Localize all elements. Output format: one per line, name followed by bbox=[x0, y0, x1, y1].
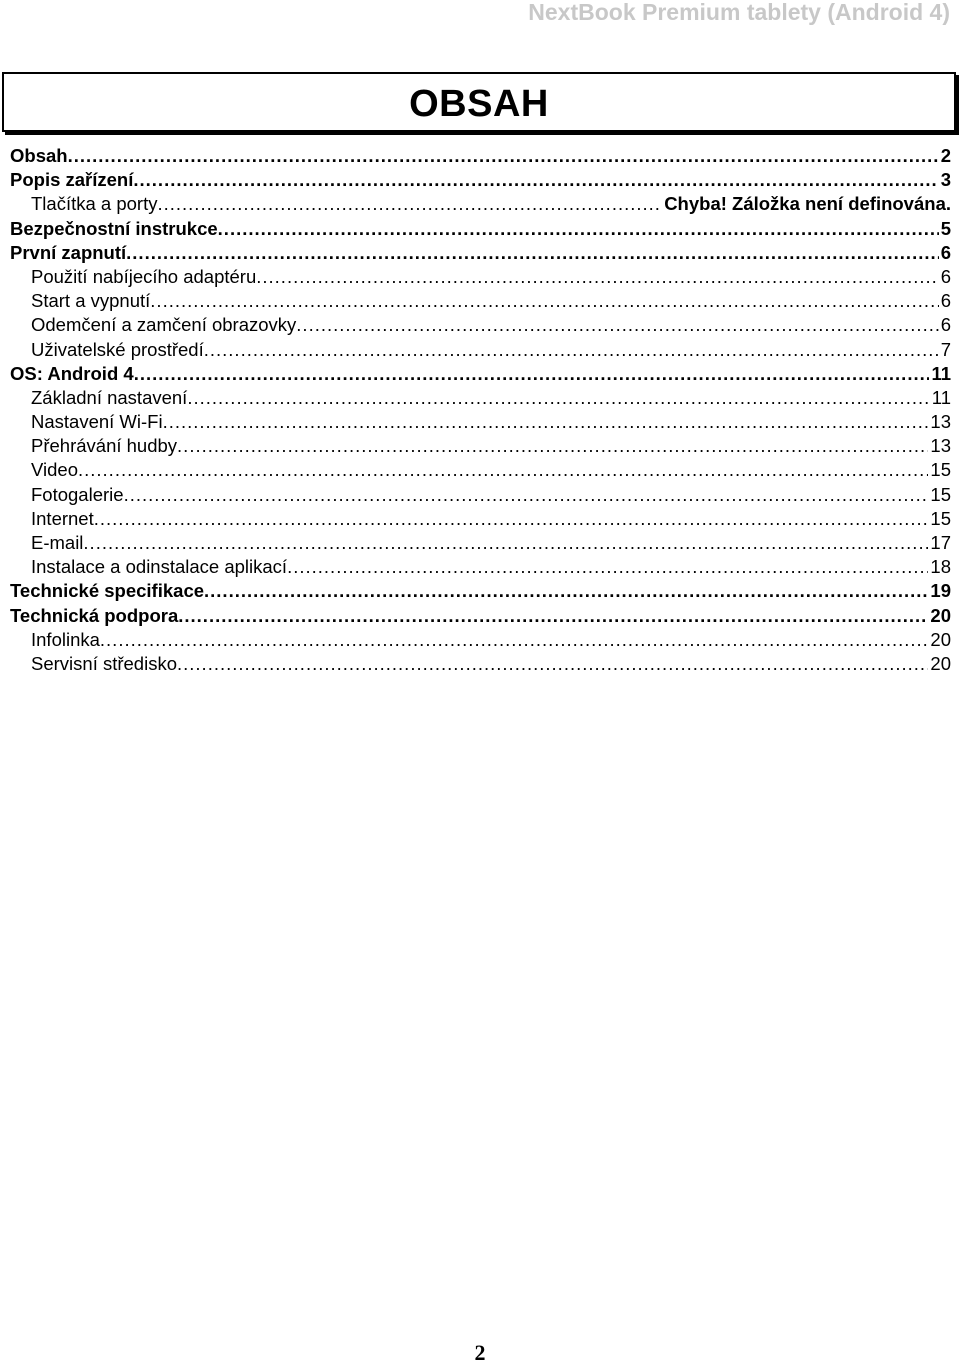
toc-leader-dots bbox=[187, 387, 929, 409]
toc-entry-page: 6 bbox=[940, 314, 951, 336]
title-box bbox=[2, 72, 956, 132]
toc-entry[interactable] bbox=[10, 459, 951, 483]
toc-entry-label: Odemčení a zamčení obrazovky bbox=[31, 314, 297, 336]
toc-entry[interactable] bbox=[10, 193, 951, 217]
toc-entry[interactable] bbox=[10, 653, 951, 677]
toc-entry-label: Nastavení Wi-Fi bbox=[31, 411, 163, 433]
toc-entry-label: Technická podpora bbox=[10, 604, 179, 626]
page-number: 2 bbox=[474, 1340, 486, 1365]
toc-entry-label: Bezpečnostní instrukce bbox=[10, 217, 218, 239]
toc-entry[interactable] bbox=[10, 484, 951, 508]
toc-entry-page: 6 bbox=[940, 265, 951, 287]
toc-entry-label: Technické specifikace bbox=[10, 580, 205, 602]
toc-entry-label: Použití nabíjecího adaptéru bbox=[31, 265, 257, 287]
toc-entry-label: Internet bbox=[31, 507, 94, 529]
page-title: OBSAH bbox=[409, 83, 549, 125]
toc-entry-label: Start a vypnutí bbox=[31, 290, 151, 312]
toc-entry[interactable] bbox=[10, 266, 951, 290]
toc-leader-dots bbox=[68, 145, 939, 167]
toc-entry-label: Tlačítka a porty bbox=[31, 193, 158, 215]
toc-entry-page: 13 bbox=[930, 435, 951, 457]
toc-entry-page: 7 bbox=[940, 338, 951, 360]
toc-entry[interactable] bbox=[10, 218, 951, 242]
toc-entry-label: Obsah bbox=[10, 145, 68, 166]
toc-entry[interactable] bbox=[10, 629, 951, 653]
toc-entry-page: 18 bbox=[930, 556, 951, 578]
toc-leader-dots bbox=[177, 435, 928, 457]
toc-entry-page: 6 bbox=[940, 241, 951, 263]
toc-entry[interactable] bbox=[10, 339, 951, 363]
toc-leader-dots bbox=[204, 580, 928, 602]
toc-entry-page: 13 bbox=[930, 411, 951, 433]
toc-entry[interactable] bbox=[10, 508, 951, 532]
toc-leader-dots bbox=[256, 266, 938, 288]
toc-entry[interactable] bbox=[10, 242, 951, 266]
toc-entry[interactable] bbox=[10, 556, 951, 580]
toc-leader-dots bbox=[178, 605, 928, 627]
toc-entry-page: 20 bbox=[930, 628, 951, 650]
toc-leader-dots bbox=[287, 556, 928, 578]
toc-entry-label: OS: Android 4 bbox=[10, 362, 134, 384]
table-of-contents bbox=[10, 145, 951, 677]
toc-leader-dots bbox=[157, 193, 662, 215]
toc-entry-page: 17 bbox=[930, 532, 951, 553]
toc-entry[interactable] bbox=[10, 387, 951, 411]
toc-entry-label: Instalace a odinstalace aplikací bbox=[31, 556, 288, 578]
toc-entry-page: 3 bbox=[940, 169, 951, 191]
toc-leader-dots bbox=[218, 218, 939, 240]
toc-entry-label: Video bbox=[31, 459, 78, 481]
toc-entry-label: Základní nastavení bbox=[31, 386, 188, 408]
toc-entry-error: Chyba! Záložka není definována. bbox=[664, 193, 951, 215]
toc-entry-label: První zapnutí bbox=[10, 241, 127, 263]
toc-leader-dots bbox=[296, 314, 938, 336]
toc-entry-page: 15 bbox=[930, 507, 951, 529]
toc-entry-page: 6 bbox=[940, 290, 951, 312]
toc-entry-page: 15 bbox=[930, 483, 951, 505]
toc-entry-label: Infolinka bbox=[31, 628, 100, 650]
toc-leader-dots bbox=[163, 411, 929, 433]
toc-entry-label: Fotogalerie bbox=[31, 483, 124, 505]
toc-entry-label: Servisní středisko bbox=[31, 652, 177, 674]
toc-leader-dots bbox=[204, 339, 939, 361]
toc-entry-page: 15 bbox=[930, 459, 951, 481]
toc-leader-dots bbox=[94, 508, 929, 530]
toc-entry[interactable] bbox=[10, 169, 951, 193]
toc-entry[interactable] bbox=[10, 290, 951, 314]
toc-leader-dots bbox=[78, 459, 928, 481]
toc-entry[interactable] bbox=[10, 532, 951, 556]
toc-leader-dots bbox=[126, 242, 939, 264]
toc-leader-dots bbox=[134, 363, 930, 385]
toc-entry-page: 19 bbox=[930, 580, 951, 602]
toc-leader-dots bbox=[124, 484, 929, 506]
toc-entry-label: E-mail bbox=[31, 532, 84, 553]
toc-entry-page: 2 bbox=[940, 145, 951, 166]
toc-leader-dots bbox=[133, 169, 938, 191]
toc-entry[interactable] bbox=[10, 363, 951, 387]
toc-leader-dots bbox=[177, 653, 928, 675]
toc-entry-page: 5 bbox=[940, 217, 951, 239]
running-header: NextBook Premium tablety (Android 4) bbox=[528, 0, 950, 25]
toc-entry[interactable] bbox=[10, 145, 951, 169]
toc-leader-dots bbox=[100, 629, 929, 651]
toc-entry[interactable] bbox=[10, 580, 951, 604]
toc-entry-page: 11 bbox=[931, 362, 951, 384]
toc-entry[interactable] bbox=[10, 411, 951, 435]
toc-entry[interactable] bbox=[10, 435, 951, 459]
toc-entry[interactable] bbox=[10, 314, 951, 338]
toc-leader-dots bbox=[150, 290, 938, 312]
toc-entry-page: 20 bbox=[930, 604, 951, 626]
toc-entry-label: Uživatelské prostředí bbox=[31, 338, 204, 360]
toc-entry-page: 11 bbox=[931, 386, 951, 408]
toc-leader-dots bbox=[83, 532, 928, 554]
toc-entry[interactable] bbox=[10, 605, 951, 629]
toc-entry-label: Popis zařízení bbox=[10, 169, 134, 191]
toc-entry-page: 20 bbox=[930, 652, 951, 674]
toc-entry-label: Přehrávání hudby bbox=[31, 435, 178, 457]
